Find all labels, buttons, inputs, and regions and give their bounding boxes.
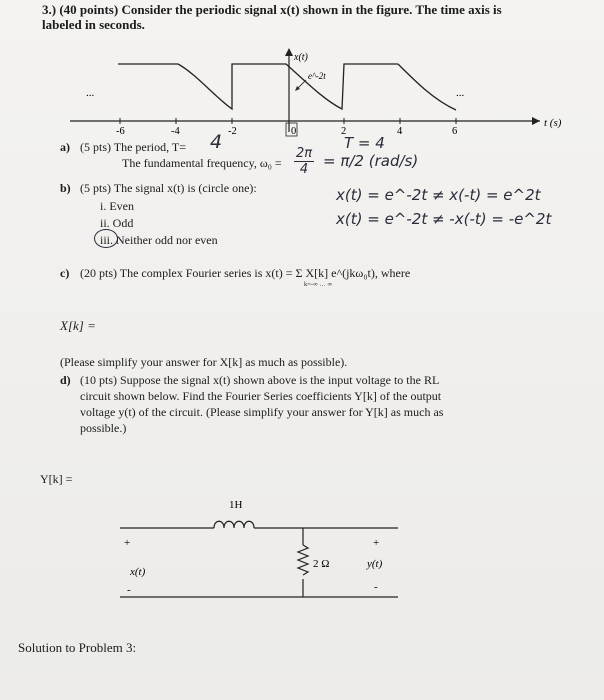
tick-label: -6 [116,126,125,137]
input-label: x(t) [130,566,146,578]
problem-header: 3.) (40 points) Consider the periodic signal x(t) shown in the figure. The time axis is [42,2,502,17]
sum-limits: k=-∞ … ∞ [304,281,333,288]
part-d-line4: possible.) [80,421,127,435]
output-label: y(t) [367,558,383,570]
tick-label: 4 [397,126,403,137]
ellipsis-right: ... [456,87,465,99]
tick-label: -4 [171,126,180,137]
input-minus: - [127,584,131,596]
inductor-label: 1H [229,499,243,511]
curve-label: e^-2t [308,71,326,81]
part-a-frequency-text: The fundamental frequency, ω₀ = [122,156,282,170]
y-axis-label: x(t) [294,52,308,63]
part-b-work-line1: x(t) = e^-2t ≠ x(-t) = e^2t [336,186,541,204]
part-c-label: c) [60,266,70,280]
part-b-text: (5 pts) The signal x(t) is (circle one): [80,181,257,195]
inductor-symbol [214,521,254,528]
period-answer: 4 [210,131,223,153]
solution-heading: Solution to Problem 3: [18,640,137,655]
ellipsis-left: ... [86,87,95,99]
resistor-symbol [298,545,308,575]
simplify-note: (Please simplify your answer for X[k] as much as possible). [60,355,348,369]
frequency-answer-fraction: 2π 4 [296,146,313,177]
tick-label: 6 [452,126,458,137]
option-neither[interactable]: iii. Neither odd nor even [100,233,218,247]
part-d-line2: circuit shown below. Find the Fourier Series coefficients Y[k] of the output [80,389,442,403]
part-a-label: a) [60,140,70,154]
frequency-answer: = π/2 (rad/s) [323,152,419,170]
tick-label: -2 [228,126,237,137]
part-b-label: b) [60,181,71,195]
resistor-label: 2 Ω [313,558,330,570]
part-d-label: d) [60,373,71,387]
input-plus: + [124,537,131,549]
period-work-note: T = 4 [344,134,385,152]
part-d-line1: (10 pts) Suppose the signal x(t) shown above is the input voltage to the RL [80,373,440,387]
output-plus: + [373,537,380,549]
output-minus: - [374,581,378,593]
tick-label: 2 [341,126,347,137]
part-a-period-text: (5 pts) The period, T= [80,140,186,154]
tick-label: 0 [291,126,297,137]
option-even[interactable]: i. Even [100,199,134,213]
part-d-line3: voltage y(t) of the circuit. (Please simplify your answer for Y[k] as much as [80,405,444,419]
yk-answer-label: Y[k] = [40,472,73,486]
part-b-work-line2: x(t) = e^-2t ≠ -x(-t) = -e^2t [336,210,552,228]
problem-header-continued: labeled in seconds. [42,17,145,32]
xk-answer-label: X[k] = [60,318,96,333]
option-odd[interactable]: ii. Odd [100,216,134,230]
part-c-text: (20 pts) The complex Fourier series is x(t) = Σ X[k] e^(jkω₀t), where [80,266,411,280]
time-unit-label: t (s) [544,117,562,129]
